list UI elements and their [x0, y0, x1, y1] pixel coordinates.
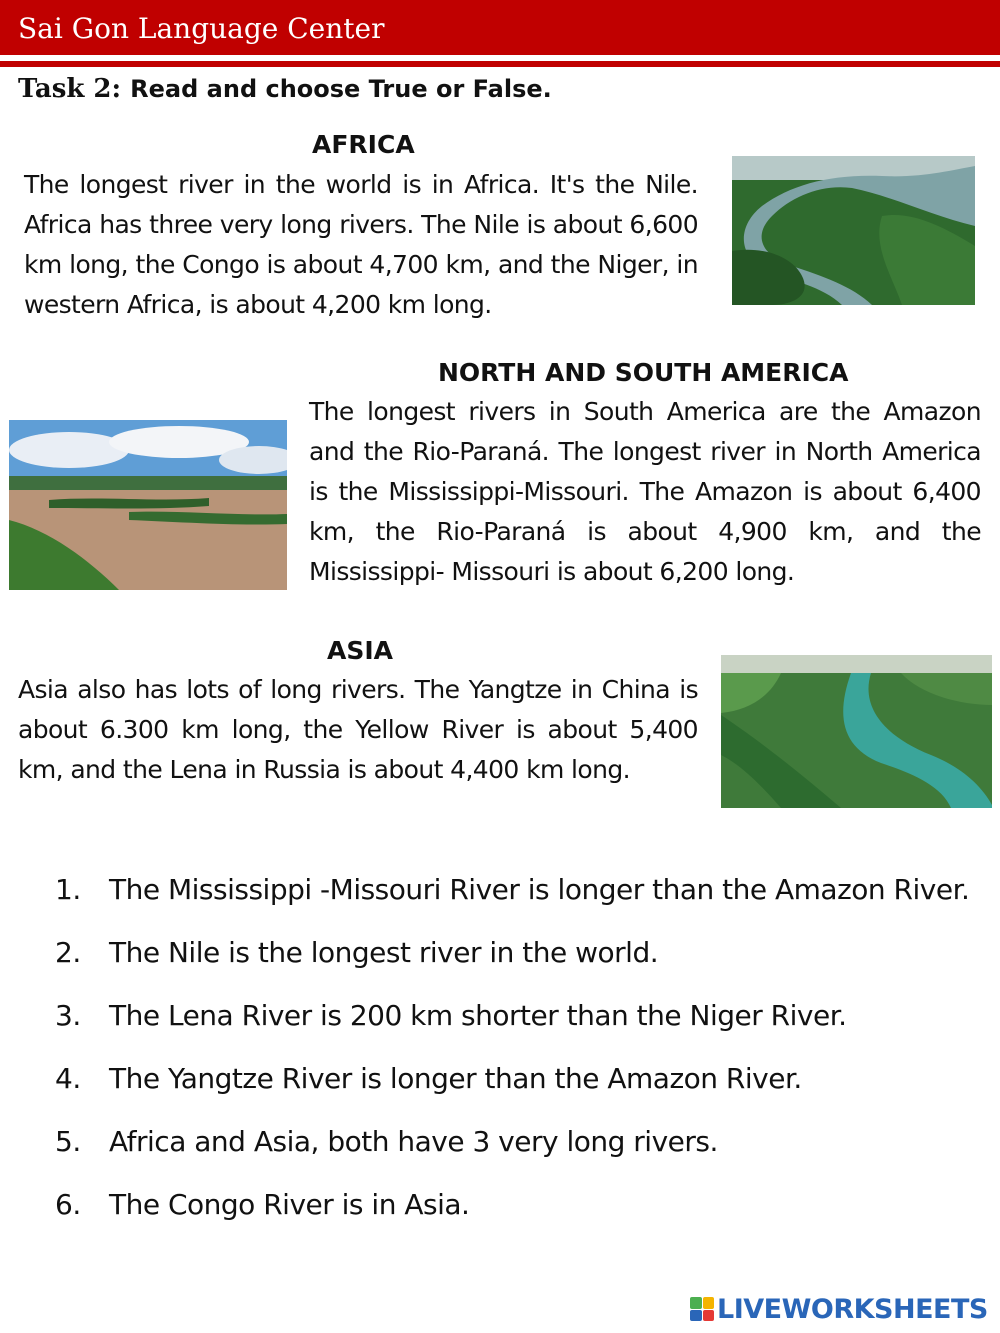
question-number: 4.: [55, 1062, 81, 1095]
question-item: [55, 1047, 985, 1110]
question-number: 1.: [55, 873, 81, 906]
asia-heading: ASIA: [327, 636, 394, 665]
liveworksheets-logo: [690, 1292, 988, 1326]
task-instruction: Read and choose True or False.: [130, 75, 552, 103]
africa-river-image: [732, 156, 975, 305]
africa-paragraph: The longest river in the world is in Africa. It's the Nile. Africa has three very long rivers. The Nile is about 6,600 km long, the Congo is about 4,700 km, and the Niger, in western Africa, is about 4,200 km long.: [24, 170, 698, 319]
task-label: Task 2:: [18, 74, 122, 104]
question-item: [55, 1110, 985, 1173]
question-item: [55, 984, 985, 1047]
question-item: [55, 858, 985, 921]
africa-heading: AFRICA: [312, 130, 415, 159]
question-number: 5.: [55, 1125, 81, 1158]
americas-heading: NORTH AND SOUTH AMERICA: [438, 358, 849, 387]
asia-river-image: [721, 655, 992, 808]
question-number: 6.: [55, 1188, 81, 1221]
header-title: Sai Gon Language Center: [18, 12, 385, 45]
task-title: [18, 74, 552, 105]
americas-paragraph: The longest rivers in South America are the Amazon and the Rio-Paraná. The longest river in North America is the Mississippi-Missouri. The Amazon is about 6,400 km, the Rio-Paraná is about 4,900 km, and the Mississippi- Missouri is about 6,200 long.: [309, 397, 981, 586]
question-item: [55, 1173, 985, 1236]
header-divider: [0, 61, 1000, 67]
header-bar: [0, 0, 1000, 55]
question-text: The Congo River is in Asia.: [109, 1188, 470, 1221]
question-text: The Lena River is 200 km shorter than the Niger River.: [109, 999, 847, 1032]
question-text: Africa and Asia, both have 3 very long rivers.: [109, 1125, 718, 1158]
question-list: [55, 858, 985, 1236]
question-text: The Nile is the longest river in the world.: [109, 936, 659, 969]
question-number: 2.: [55, 936, 81, 969]
americas-river-image: [9, 420, 287, 590]
question-number: 3.: [55, 999, 81, 1032]
logo-text: LIVEWORKSHEETS: [717, 1293, 988, 1325]
logo-grid-icon: [690, 1297, 714, 1321]
question-text: The Mississippi -Missouri River is longer than the Amazon River.: [109, 873, 970, 906]
question-item: [55, 921, 985, 984]
asia-paragraph: Asia also has lots of long rivers. The Yangtze in China is about 6.300 km long, the Yellow River is about 5,400 km, and the Lena in Russia is about 4,400 km long.: [18, 675, 698, 784]
question-text: The Yangtze River is longer than the Amazon River.: [109, 1062, 802, 1095]
